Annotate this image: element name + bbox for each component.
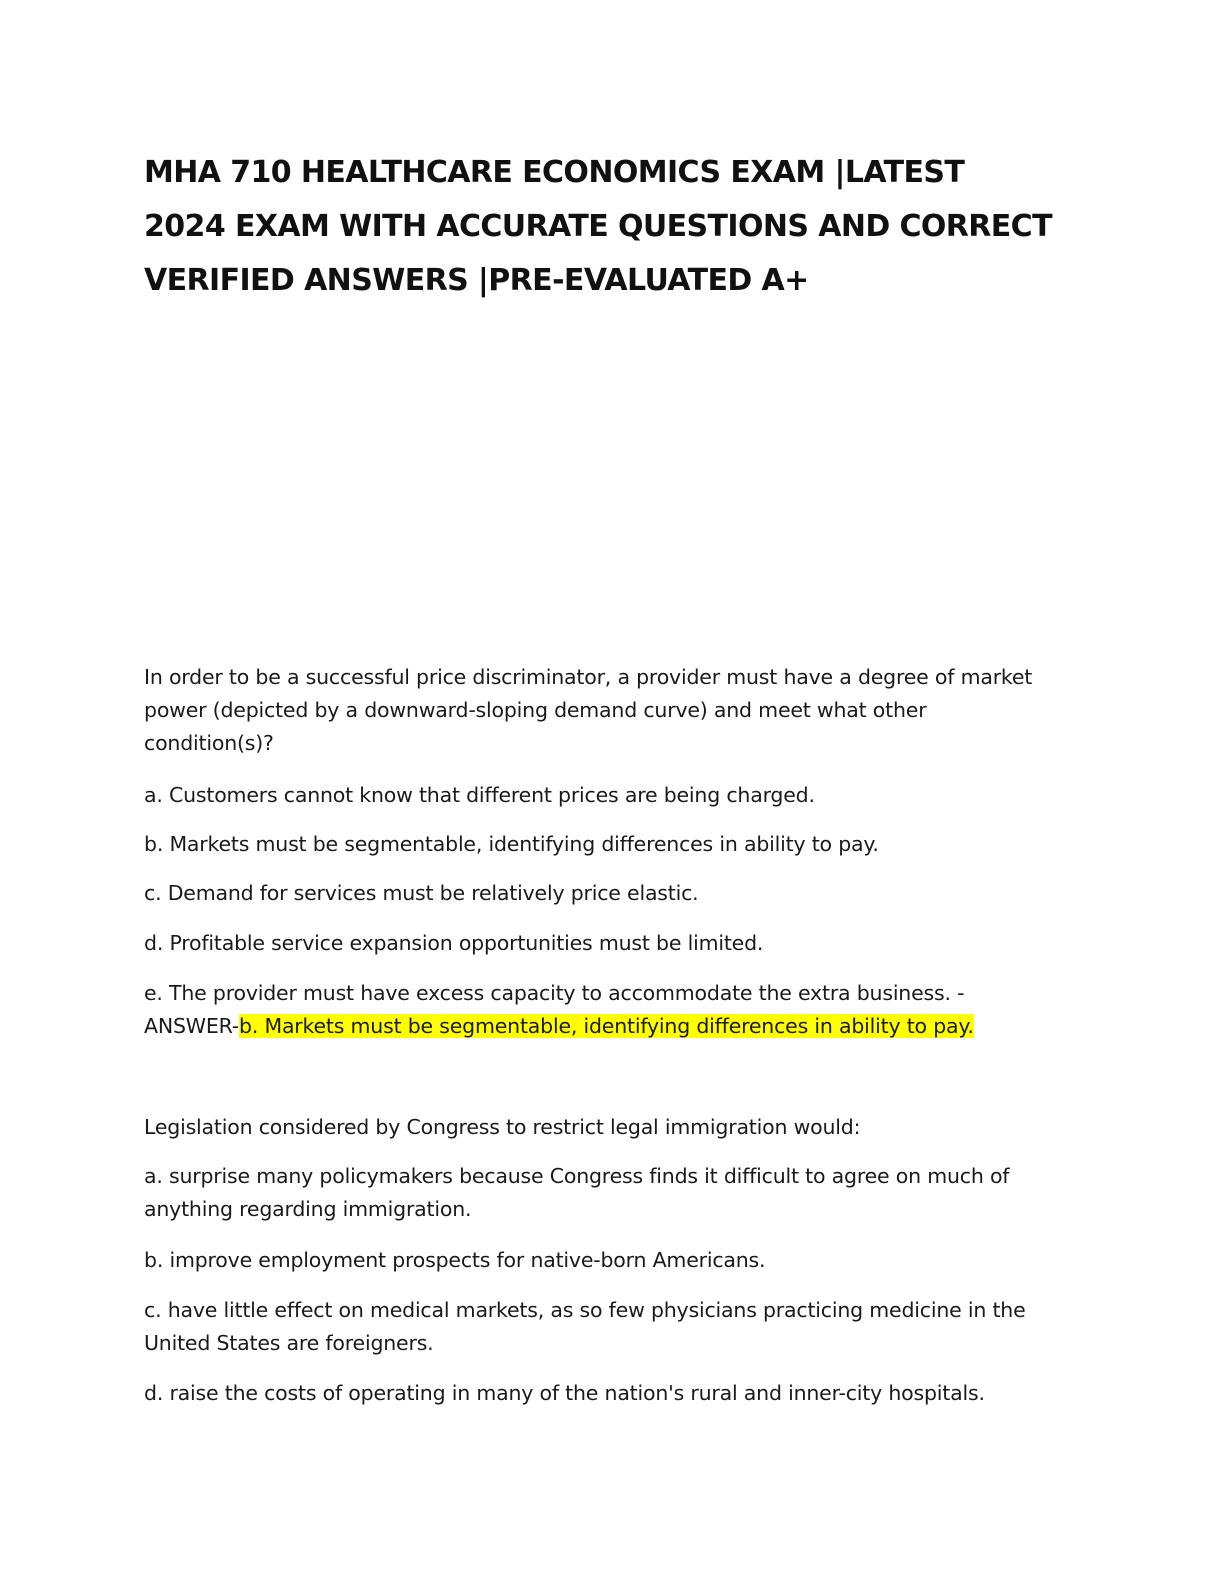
q1-stem-line-3: condition(s)? bbox=[144, 731, 274, 755]
q1-option-d-text: d. Profitable service expansion opportunities must be limited. bbox=[144, 931, 764, 955]
q1-option-d bbox=[144, 927, 1084, 960]
q1-option-a-text: a. Customers cannot know that different prices are being charged. bbox=[144, 783, 815, 807]
title-line-3: VERIFIED ANSWERS |PRE-EVALUATED A+ bbox=[144, 263, 809, 298]
q2-option-a-line-1: a. surprise many policymakers because Congress finds it difficult to agree on much of bbox=[144, 1164, 1010, 1188]
q1-stem-line-1: In order to be a successful price discriminator, a provider must have a degree of market bbox=[144, 665, 1033, 689]
q2-option-c-line-1: c. have little effect on medical markets, as so few physicians practicing medicine in the bbox=[144, 1298, 1026, 1322]
q1-option-c bbox=[144, 877, 1084, 910]
document-title bbox=[144, 146, 1084, 308]
answer-label: ANSWER- bbox=[144, 1014, 240, 1038]
q2-option-b bbox=[144, 1244, 1084, 1277]
q2-option-b-text: b. improve employment prospects for native-born Americans. bbox=[144, 1248, 766, 1272]
q1-option-c-text: c. Demand for services must be relatively price elastic. bbox=[144, 881, 699, 905]
q1-stem bbox=[144, 661, 1084, 760]
q2-option-c bbox=[144, 1294, 1084, 1360]
q1-option-a bbox=[144, 779, 1084, 812]
q1-answer-line bbox=[144, 1010, 1084, 1043]
q1-option-e-text: e. The provider must have excess capacity to accommodate the extra business. - bbox=[144, 981, 965, 1005]
q2-option-c-line-2: United States are foreigners. bbox=[144, 1331, 434, 1355]
q2-option-d-text: d. raise the costs of operating in many of the nation's rural and inner-city hospitals. bbox=[144, 1381, 985, 1405]
q1-option-b-text: b. Markets must be segmentable, identifying differences in ability to pay. bbox=[144, 832, 879, 856]
title-line-1: MHA 710 HEALTHCARE ECONOMICS EXAM |LATEST bbox=[144, 155, 965, 190]
q2-stem-text: Legislation considered by Congress to restrict legal immigration would: bbox=[144, 1115, 861, 1139]
q1-option-b bbox=[144, 828, 1084, 861]
q2-stem bbox=[144, 1111, 1084, 1144]
q2-option-a bbox=[144, 1160, 1084, 1226]
q2-option-d bbox=[144, 1377, 1084, 1410]
highlighted-answer: b. Markets must be segmentable, identifying differences in ability to pay. bbox=[239, 1014, 974, 1038]
q1-stem-line-2: power (depicted by a downward-sloping demand curve) and meet what other bbox=[144, 698, 927, 722]
q1-option-e-with-answer bbox=[144, 977, 1084, 1043]
q2-option-a-line-2: anything regarding immigration. bbox=[144, 1197, 472, 1221]
title-line-2: 2024 EXAM WITH ACCURATE QUESTIONS AND CORRECT bbox=[144, 209, 1052, 244]
